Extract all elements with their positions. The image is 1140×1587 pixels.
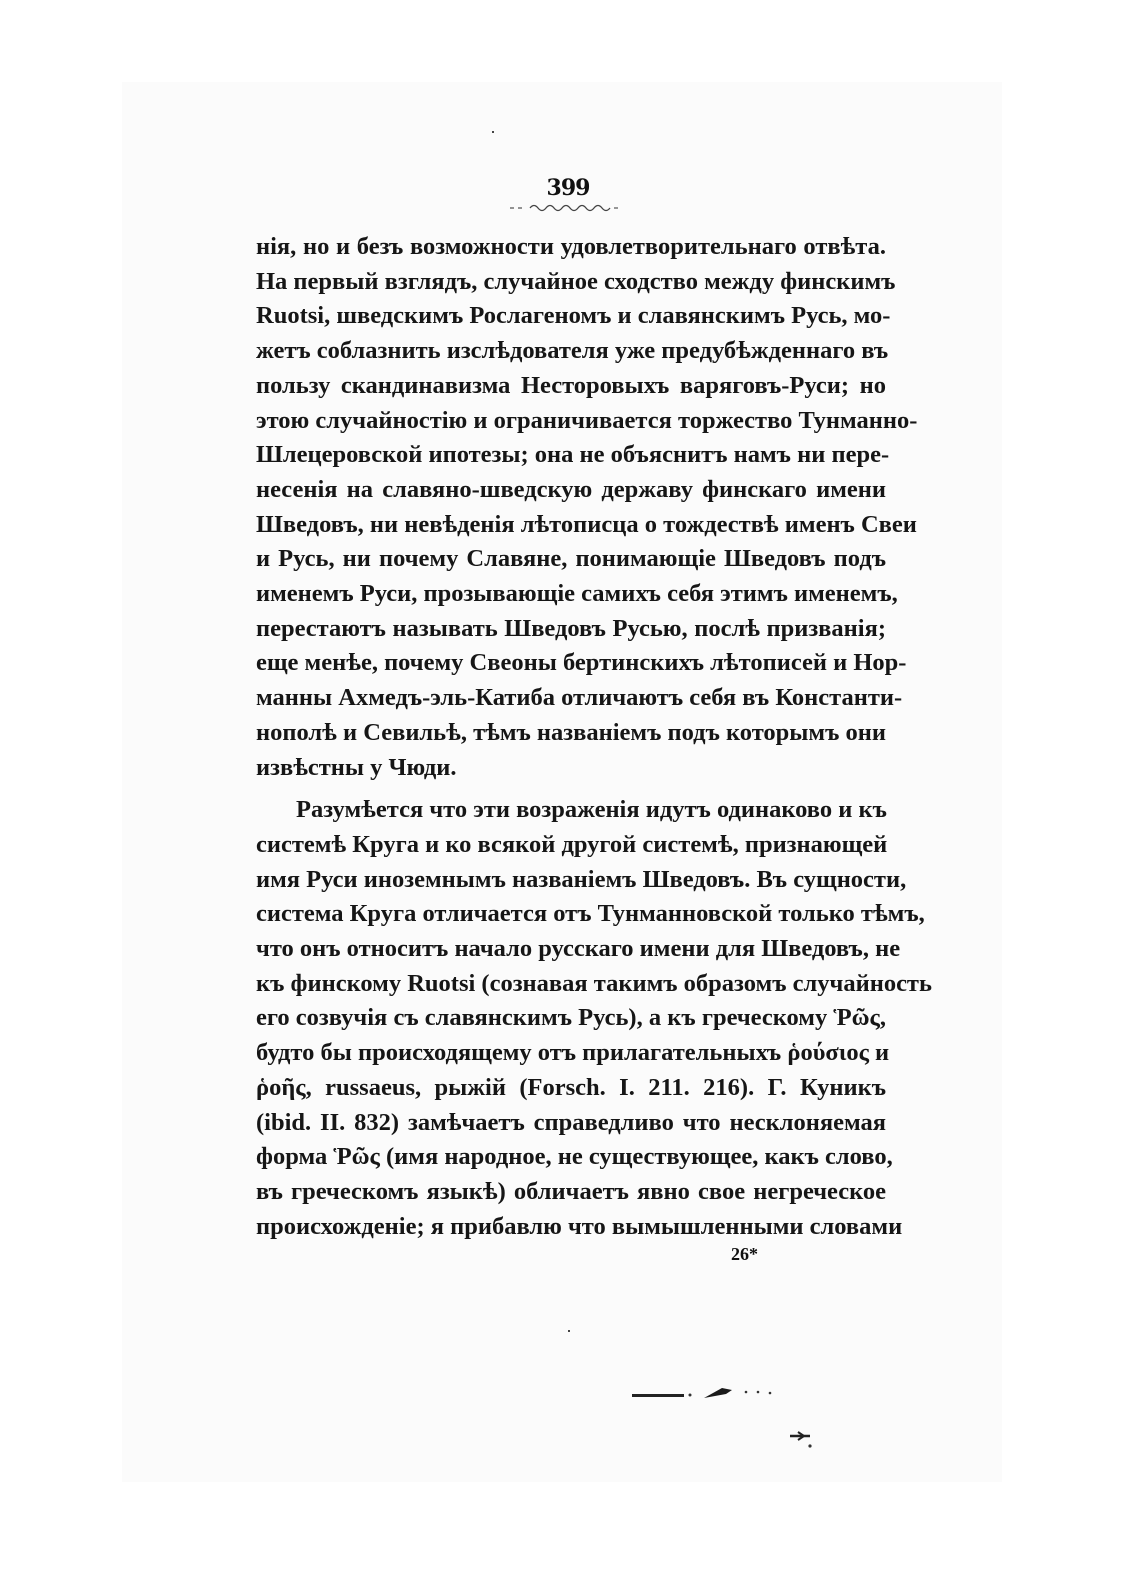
text-line: На первый взглядъ, случайное сходство между финскимъ xyxy=(256,267,896,295)
text-line: Шведовъ, ни невѣденія лѣтописца о тождествѣ именъ Свеи xyxy=(256,510,917,538)
ink-smudge xyxy=(788,1428,818,1450)
text-line: его созвучія съ славянскимъ Русь), а къ греческому Ῥῶς, xyxy=(256,1004,886,1032)
text-line: имя Руси иноземнымъ названіемъ Шведовъ. Въ сущности, xyxy=(256,865,907,893)
text-line: системѣ Круга и ко всякой другой системѣ, признающей xyxy=(256,830,888,858)
text-line: что онъ относитъ начало русскаго имени для Шведовъ, не xyxy=(256,935,901,963)
text-line: ῥοῆς, russaeus, рыжій (Forsch. I. 211. 216). Г. Куникъ xyxy=(256,1073,886,1101)
text-line: Шлецеровской ипотезы; она не объяснитъ намъ ни пере- xyxy=(256,441,890,469)
text-line: этою случайностію и ограничивается торжество Тунманно- xyxy=(256,406,918,434)
speck-mark xyxy=(492,131,494,133)
paragraph-gap xyxy=(256,785,886,793)
text-line: перестаютъ называть Шведовъ Русью, послѣ призванія; xyxy=(256,614,886,642)
text-line: Разумѣется что эти возраженія идутъ одинаково и къ xyxy=(296,796,887,824)
text-line: несенія на славяно-шведскую державу финскаго имени xyxy=(256,475,886,503)
text-line: пользу скандинавизма Несторовыхъ варяговъ-Руси; но xyxy=(256,371,886,399)
text-line: жетъ соблазнить изслѣдователя уже предубѣжденнаго въ xyxy=(256,337,889,365)
text-line: форма Ῥῶς (имя народное, не существующее, какъ слово, xyxy=(256,1143,893,1171)
ornamental-wave-rule xyxy=(508,200,628,214)
text-line: происхожденіе; я прибавлю что вымышленными словами xyxy=(256,1212,903,1240)
text-line: и Русь, ни почему Славяне, понимающіе Шведовъ подъ xyxy=(256,545,886,573)
text-line: именемъ Руси, прозывающіе самихъ себя этимъ именемъ, xyxy=(256,580,898,608)
text-line: Ruotsi, шведскимъ Рослагеномъ и славянскимъ Русь, мо- xyxy=(256,302,891,330)
body-text xyxy=(256,230,932,1244)
text-line: къ финскому Ruotsi (сознавая такимъ образомъ случайность xyxy=(256,969,932,997)
signature-mark: 26* xyxy=(731,1244,758,1264)
text-line: будто бы происходящему отъ прилагательныхъ ῥούσιος и xyxy=(256,1039,890,1067)
text-line: система Круга отличается отъ Тунманновской только тѣмъ, xyxy=(256,900,925,928)
ink-smudge xyxy=(630,1380,780,1404)
text-line: нополѣ и Севильѣ, тѣмъ названіемъ подъ которымъ они xyxy=(256,718,886,746)
text-line: въ греческомъ языкѣ) обличаетъ явно свое негреческое xyxy=(256,1177,886,1205)
text-line: еще менѣе, почему Свеоны бертинскихъ лѣтописей и Нор- xyxy=(256,649,907,677)
text-line: извѣстны у Чюди. xyxy=(256,753,457,781)
text-line: нія, но и безъ возможности удовлетворительнаго отвѣта. xyxy=(256,233,886,260)
text-line: манны Ахмедъ-эль-Катиба отличаютъ себя въ Константи- xyxy=(256,684,903,712)
speck-mark xyxy=(568,1330,570,1332)
page-number: 399 xyxy=(546,175,590,201)
text-line: (ibid. II. 832) замѣчаетъ справедливо что несклоняемая xyxy=(256,1108,886,1136)
